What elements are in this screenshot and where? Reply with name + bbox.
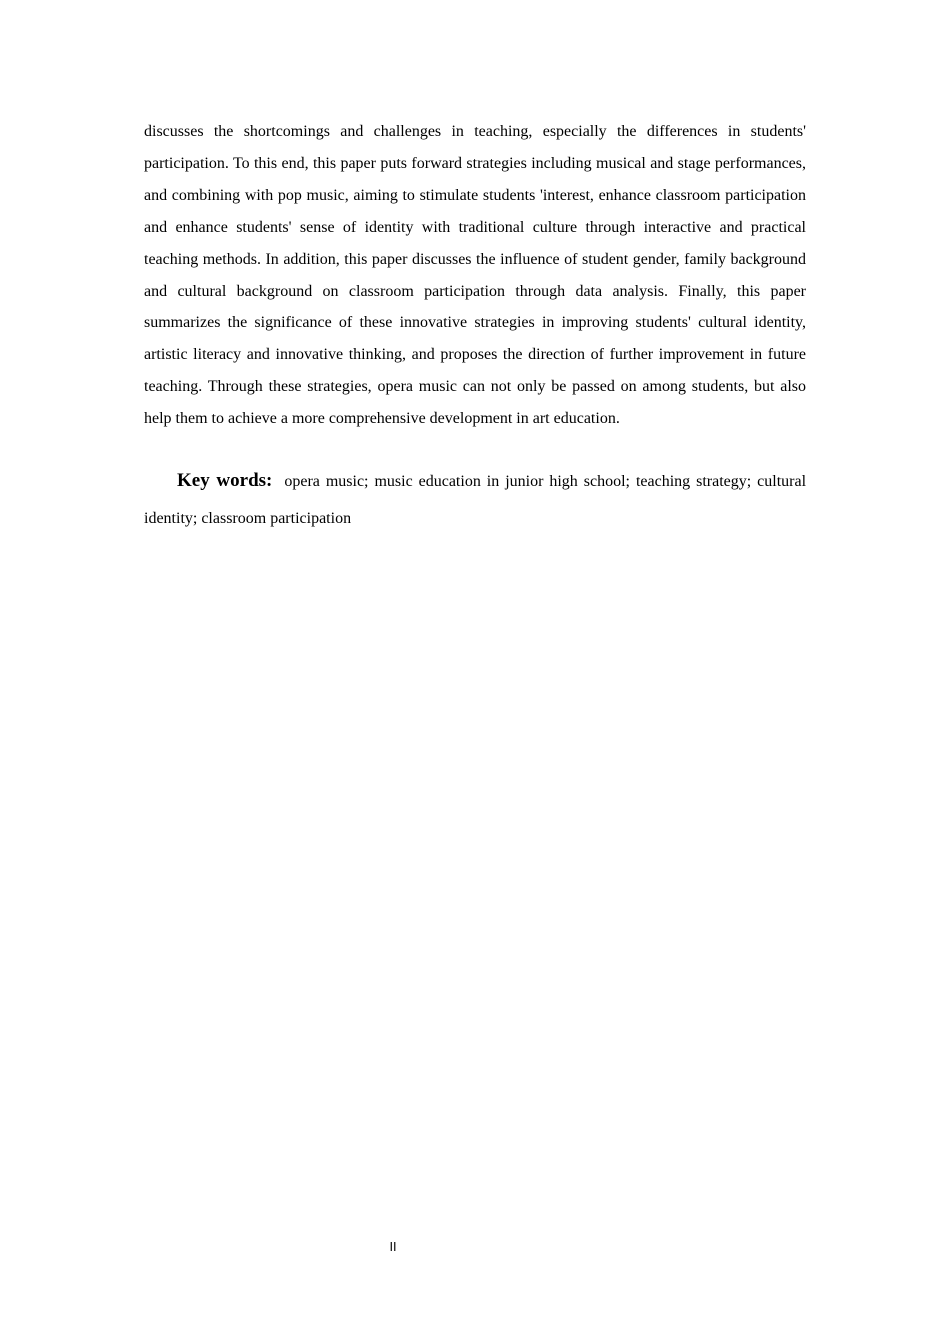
keywords-label: Key words: — [177, 470, 273, 491]
keywords-text: opera music; music education in junior high school; teaching strategy; cultural identity; classroom participation — [144, 473, 807, 527]
page-number: II — [389, 1240, 397, 1254]
abstract-paragraph: discusses the shortcomings and challenges in teaching, especially the differences in students' participation. To this end, this paper puts forward strategies including musical and stage performances, and combining with pop music, aiming to stimulate students 'interest, enhance classroom participation and enhance students' sense of identity with traditional culture through interactive and practical teaching methods. In addition, this paper discusses the influence of student gender, family background and cultural background on classroom participation through data analysis. Finally, this paper summarizes the significance of these innovative strategies in improving students' cultural identity, artistic literacy and innovative thinking, and proposes the direction of further improvement in future teaching. Through these strategies, opera music can not only be passed on among students, but also help them to achieve a more comprehensive development in art education. — [144, 123, 806, 428]
keywords-paragraph — [144, 462, 806, 537]
